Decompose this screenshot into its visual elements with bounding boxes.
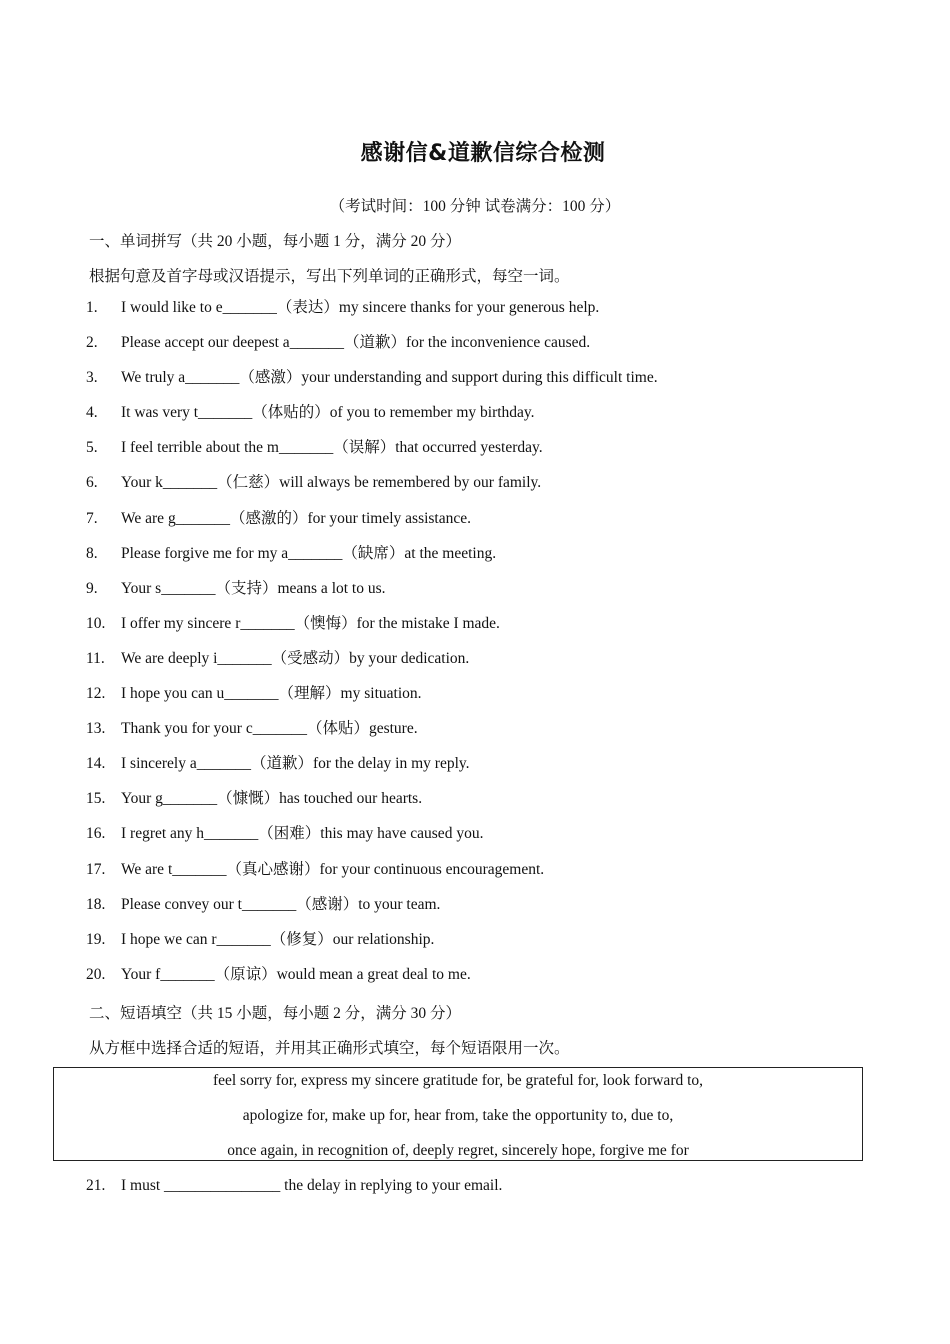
phrase-box-line: apologize for, make up for, hear from, take the opportunity to, due to, bbox=[242, 1107, 674, 1124]
question-item bbox=[86, 894, 886, 929]
question-text: Your k_______（仁慈）will always be remembered by our family. bbox=[121, 474, 542, 492]
question-number: 3. bbox=[86, 369, 98, 387]
question-number: 9. bbox=[86, 579, 98, 597]
question-list bbox=[86, 297, 886, 999]
question-text: Please accept our deepest a_______（道歉）for the inconvenience caused. bbox=[121, 334, 591, 352]
question-item bbox=[86, 788, 886, 823]
question-text: I sincerely a_______（道歉）for the delay in my reply. bbox=[121, 755, 470, 773]
question-item bbox=[86, 402, 886, 437]
section1-heading: 一、单词拼写（共 20 小题，每小题 1 分，满分 20 分） bbox=[89, 233, 462, 250]
question-item bbox=[86, 613, 886, 648]
question-number: 4. bbox=[86, 404, 98, 422]
question-item bbox=[86, 508, 886, 543]
question-number: 2. bbox=[86, 334, 98, 352]
question-number: 5. bbox=[86, 439, 98, 457]
question-text: Your s_______（支持）means a lot to us. bbox=[121, 579, 386, 597]
question-number: 16. bbox=[86, 825, 106, 843]
question-item bbox=[86, 297, 886, 332]
question-text: I hope you can u_______（理解）my situation. bbox=[121, 685, 422, 703]
question-item bbox=[86, 929, 886, 964]
question-21 bbox=[86, 1175, 502, 1197]
question-item bbox=[86, 437, 886, 472]
question-text: I offer my sincere r_______（懊悔）for the mistake I made. bbox=[121, 614, 500, 632]
question-item bbox=[86, 543, 886, 578]
question-text: It was very t_______（体贴的）of you to remember my birthday. bbox=[121, 404, 535, 422]
question-text: Thank you for your c_______（体贴）gesture. bbox=[121, 720, 418, 738]
question-item bbox=[86, 718, 886, 753]
exam-info: （考试时间：100 分钟 试卷满分：100 分） bbox=[329, 198, 621, 215]
question-text: I would like to e_______（表达）my sincere thanks for your generous help. bbox=[121, 299, 600, 316]
question-number: 10. bbox=[86, 614, 106, 632]
question-text: I regret any h_______（困难）this may have caused you. bbox=[121, 825, 484, 843]
question-text: We are t_______（真心感谢）for your continuous encouragement. bbox=[121, 860, 545, 878]
section2-heading: 二、短语填空（共 15 小题，每小题 2 分，满分 30 分） bbox=[89, 1005, 462, 1022]
question-number: 20. bbox=[86, 965, 106, 983]
section2-instruction: 从方框中选择合适的短语，并用其正确形式填空，每个短语限用一次。 bbox=[89, 1040, 570, 1057]
question-item bbox=[86, 367, 886, 402]
question-number: 1. bbox=[86, 299, 98, 316]
question-text: We truly a_______（感激）your understanding and support during this difficult time. bbox=[121, 369, 658, 387]
question-number: 13. bbox=[86, 720, 106, 738]
phrase-box bbox=[53, 1067, 863, 1161]
question-item bbox=[86, 648, 886, 683]
question-item bbox=[86, 823, 886, 858]
question-text: I must _______________ the delay in replying to your email. bbox=[121, 1177, 503, 1194]
question-number: 6. bbox=[86, 474, 98, 492]
question-text: We are deeply i_______（受感动）by your dedication. bbox=[121, 649, 470, 667]
question-number: 11. bbox=[86, 649, 105, 667]
question-number: 18. bbox=[86, 895, 106, 913]
section1-instruction: 根据句意及首字母或汉语提示，写出下列单词的正确形式，每空一词。 bbox=[89, 268, 570, 285]
question-number: 7. bbox=[86, 509, 98, 527]
question-item bbox=[86, 859, 886, 894]
question-item bbox=[86, 753, 886, 788]
question-text: I feel terrible about the m_______（误解）that occurred yesterday. bbox=[121, 439, 543, 457]
question-text: Please convey our t_______（感谢）to your team. bbox=[121, 895, 441, 913]
page-title: 感谢信&道歉信综合检测 bbox=[360, 141, 606, 166]
question-number: 12. bbox=[86, 685, 106, 703]
question-item bbox=[86, 964, 886, 999]
question-text: We are g_______（感激的）for your timely assistance. bbox=[121, 509, 472, 527]
question-number: 19. bbox=[86, 930, 106, 948]
question-item bbox=[86, 332, 886, 367]
question-number: 14. bbox=[86, 755, 106, 773]
question-text: I hope we can r_______（修复）our relationship. bbox=[121, 930, 435, 948]
question-number: 21. bbox=[86, 1177, 106, 1194]
question-item bbox=[86, 683, 886, 718]
question-item bbox=[86, 472, 886, 507]
question-text: Your g_______（慷慨）has touched our hearts. bbox=[121, 790, 423, 808]
question-text: Please forgive me for my a_______（缺席）at the meeting. bbox=[121, 544, 497, 562]
question-number: 17. bbox=[86, 860, 106, 878]
phrase-box-line: once again, in recognition of, deeply regret, sincerely hope, forgive me for bbox=[227, 1142, 689, 1159]
question-number: 8. bbox=[86, 544, 98, 562]
question-item bbox=[86, 578, 886, 613]
question-number: 15. bbox=[86, 790, 106, 808]
question-text: Your f_______（原谅）would mean a great deal to me. bbox=[121, 965, 471, 983]
phrase-box-line: feel sorry for, express my sincere gratitude for, be grateful for, look forward to, bbox=[212, 1072, 704, 1089]
